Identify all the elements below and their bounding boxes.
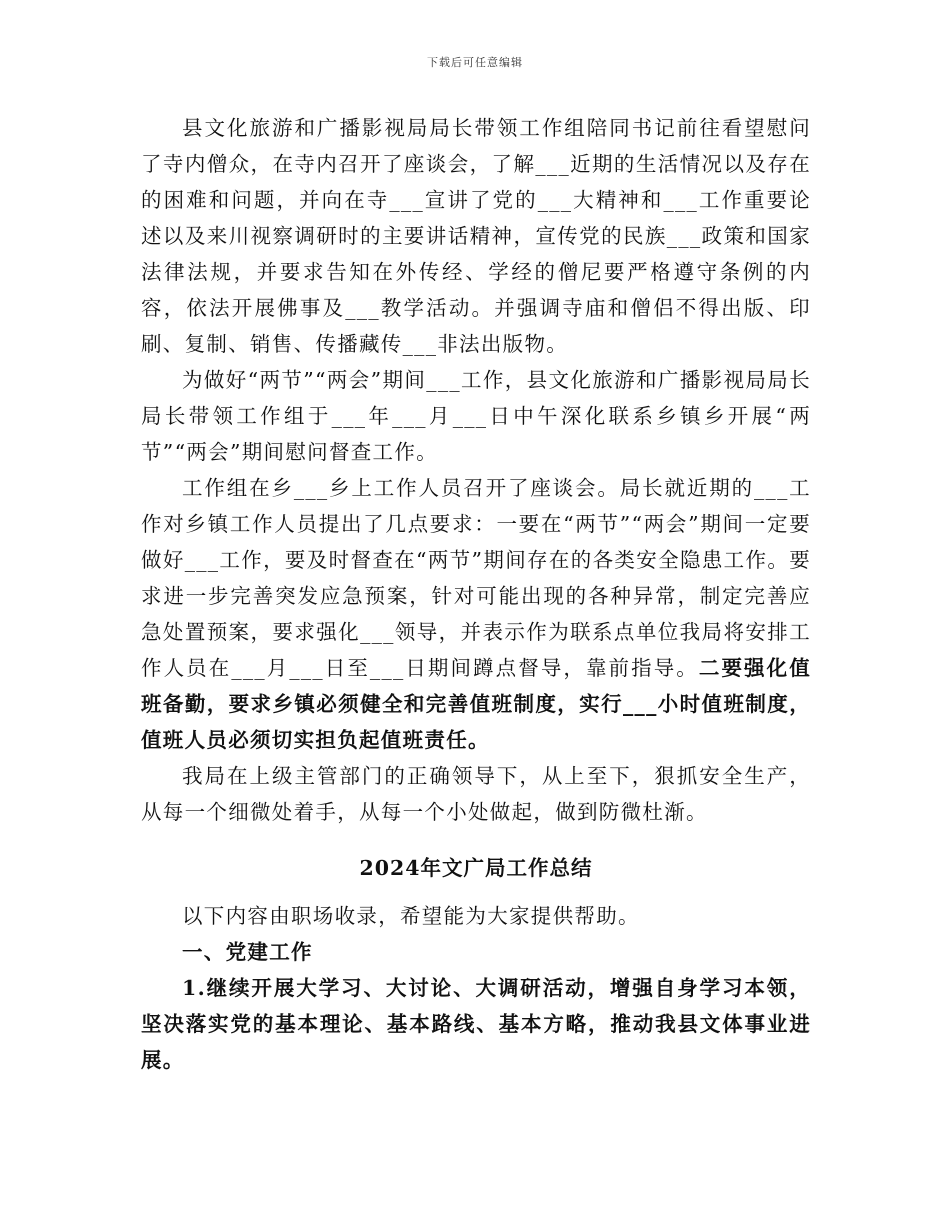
paragraph-two-festivals: 为做好“两节”“两会”期间___工作，县文化旅游和广播影视局局长局长带领工作组于___年___月___日中午深化联系乡镇乡开展“两节”“两会”期间慰问督查工作。 — [141, 368, 811, 464]
paragraph-work-group — [141, 470, 811, 758]
paragraph-duty-requirement: 二要强化值班备勤，要求乡镇必须健全和完善值班制度，实行___小时值班制度，值班人员必须切实担负起值班责任。 — [141, 656, 812, 752]
section-item-1: 1.继续开展大学习、大讨论、大调研活动，增强自身学习本领，坚决落实党的基本理论、基本路线、基本方略，推动我县文体事业进展。 — [141, 976, 811, 1072]
paragraph-work-group-text: 工作组在乡___乡上工作人员召开了座谈会。局长就近期的___工作对乡镇工作人员提出了几点要求：一要在“两节”“两会”期间一定要做好___工作，要及时督查在“两节”期间存在的各类安全隐患工作。要求进一步完善突发应急预案，针对可能出现的各种异常，制定完善应急处置预案，要求强化___领导，并表示作为联系点单位我局将安排工作人员在___月___日至___日期间蹲点督导，靠前指导。 — [141, 476, 811, 680]
section-intro: 以下内容由职场收录，希望能为大家提供帮助。 — [182, 904, 640, 928]
paragraph-visit-temple: 县文化旅游和广播影视局局长带领工作组陪同书记前往看望慰问了寺内僧众，在寺内召开了座谈会，了解___近期的生活情况以及存在的困难和问题，并向在寺___宣讲了党的___大精神和___工作重要论述以及来川视察调研时的主要讲话精神，宣传党的民族___政策和国家法律法规，并要求告知在外传经、学经的僧尼要严格遵守条例的内容，依法开展佛事及___教学活动。并强调寺庙和僧侣不得出版、印刷、复制、销售、传播藏传___非法出版物。 — [141, 116, 811, 356]
section-title: 2024年文广局工作总结 — [359, 856, 593, 880]
section-heading-party-building: 一、党建工作 — [182, 940, 313, 964]
document-body — [141, 110, 811, 1078]
page-header-note: 下载后可任意编辑 — [427, 56, 523, 69]
paragraph-safety: 我局在上级主管部门的正确领导下，从上至下，狠抓安全生产，从每一个细微处着手，从每一个小处做起，做到防微杜渐。 — [141, 764, 811, 824]
